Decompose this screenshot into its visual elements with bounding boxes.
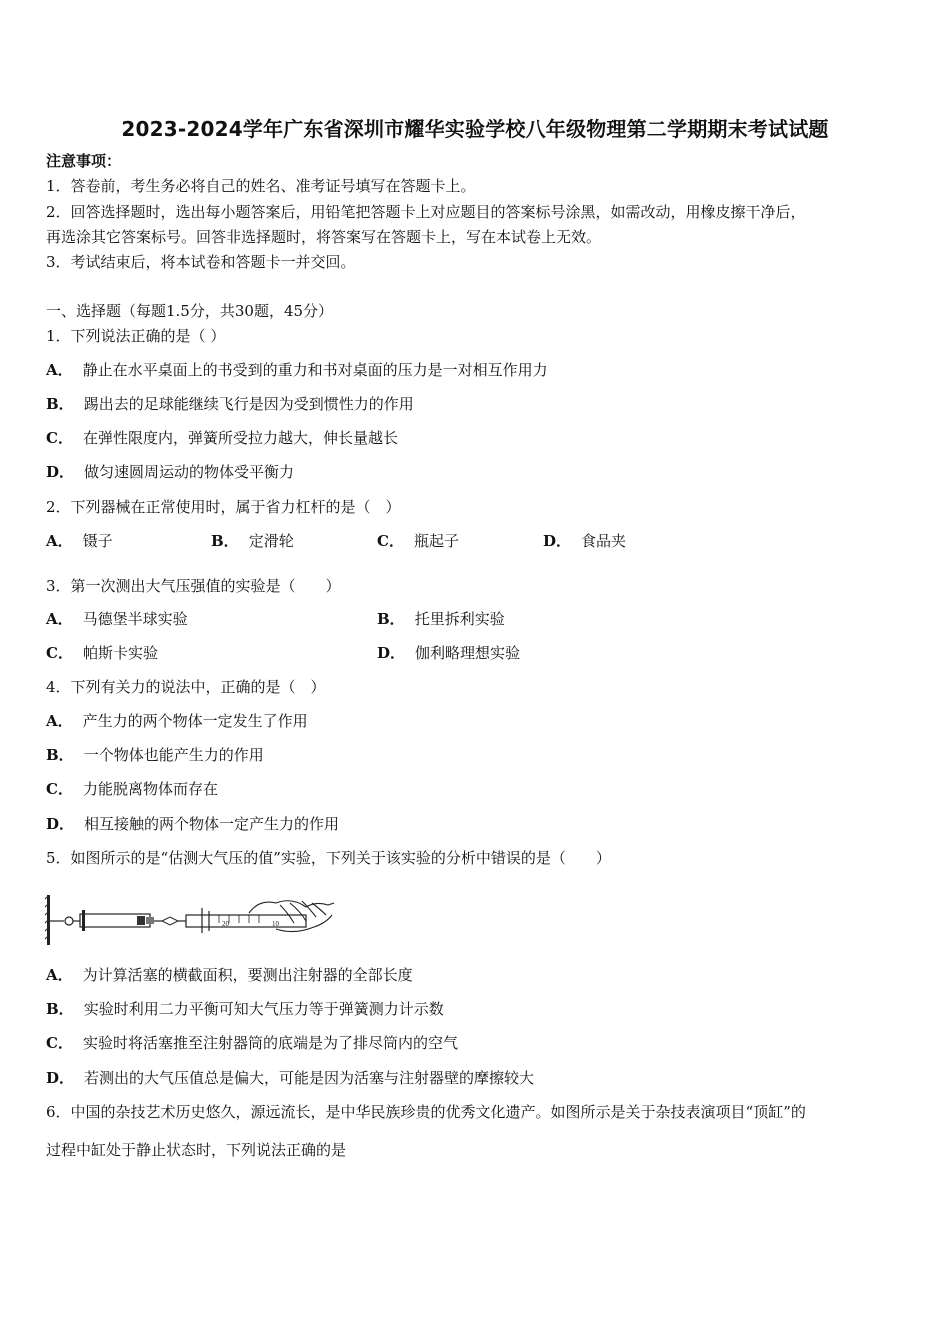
- option-item: [46, 711, 308, 731]
- option-text: 托里拆利实验: [414, 610, 505, 628]
- option-text: 实验时将活塞推至注射器筒的底端是为了排尽筒内的空气: [82, 1034, 458, 1052]
- page-title: 2023-2024学年广东省深圳市耀华实验学校八年级物理第二学期期末考试试题: [121, 117, 829, 141]
- question-stem: 3．第一次测出大气压强值的实验是（ ）: [46, 577, 341, 595]
- option-item: [46, 428, 398, 448]
- option-text: 做匀速圆周运动的物体受平衡力: [84, 463, 295, 481]
- note-item: 3．考试结束后，将本试卷和答题卡一并交回。: [46, 253, 356, 271]
- option-letter: D．: [46, 815, 75, 833]
- option-item: [46, 609, 188, 629]
- option-text: 产生力的两个物体一定发生了作用: [82, 712, 308, 730]
- option-item: [377, 643, 520, 663]
- option-letter: B．: [46, 746, 74, 764]
- question-stem-continued: 过程中缸处于静止状态时，下列说法正确的是: [46, 1141, 347, 1159]
- section-heading: 一、选择题（每题1.5分，共30题，45分）: [46, 302, 334, 320]
- option-text: 为计算活塞的横截面积，要测出注射器的全部长度: [82, 966, 413, 984]
- option-letter: B．: [46, 395, 74, 413]
- scale-label-10: 10: [272, 920, 279, 928]
- option-item: [46, 643, 158, 663]
- note-item: 1．答卷前，考生务必将自己的姓名、准考证号填写在答题卡上。: [46, 177, 476, 195]
- option-letter: C．: [46, 1034, 73, 1052]
- option-item: [46, 1068, 534, 1088]
- option-letter: A．: [46, 361, 73, 379]
- option-letter: B．: [377, 610, 405, 628]
- question-stem: 4．下列有关力的说法中，正确的是（ ）: [46, 678, 326, 696]
- option-text: 若测出的大气压值总是偏大，可能是因为活塞与注射器壁的摩擦较大: [84, 1069, 535, 1087]
- option-letter: A．: [46, 532, 73, 550]
- option-item: [46, 462, 294, 482]
- option-item: [46, 779, 218, 799]
- option-text: 伽利略理想实验: [415, 644, 521, 662]
- question-stem: 1．下列说法正确的是（ ）: [46, 327, 226, 345]
- option-letter: C．: [377, 532, 404, 550]
- option-letter: A．: [46, 966, 73, 984]
- option-item: [377, 609, 505, 629]
- option-letter: D．: [377, 644, 406, 662]
- option-text: 帕斯卡实验: [82, 644, 158, 662]
- note-item: 再选涂其它答案标号。回答非选择题时，将答案写在答题卡上，写在本试卷上无效。: [46, 228, 602, 246]
- option-item: [46, 531, 113, 551]
- option-text: 相互接触的两个物体一定产生力的作用: [84, 815, 340, 833]
- option-letter: C．: [46, 429, 73, 447]
- option-text: 踢出去的足球能继续飞行是因为受到惯性力的作用: [83, 395, 414, 413]
- option-letter: D．: [46, 463, 75, 481]
- option-text: 食品夹: [581, 532, 627, 550]
- option-letter: B．: [46, 1000, 74, 1018]
- option-item: [46, 745, 264, 765]
- note-item: 2．回答选择题时，选出每小题答案后，用铅笔把答题卡上对应题目的答案标号涂黑，如需改动，用橡皮擦干净后，: [46, 203, 806, 221]
- option-text: 实验时利用二力平衡可知大气压力等于弹簧测力计示数: [83, 1000, 444, 1018]
- question-stem: 6．中国的杂技艺术历史悠久，源远流长，是中华民族珍贵的优秀文化遗产。如图所示是关于杂技表演项目“顶缸”的: [46, 1103, 806, 1121]
- option-text: 镊子: [82, 532, 113, 550]
- option-letter: C．: [46, 644, 73, 662]
- option-text: 力能脱离物体而存在: [82, 780, 218, 798]
- syringe-experiment-figure: [44, 893, 344, 947]
- option-text: 静止在水平桌面上的书受到的重力和书对桌面的压力是一对相互作用力: [82, 361, 548, 379]
- notes-heading: 注意事项：: [46, 152, 122, 170]
- option-text: 在弹性限度内，弹簧所受拉力越大，伸长量越长: [82, 429, 398, 447]
- option-item: [46, 999, 444, 1019]
- option-item: [377, 531, 459, 551]
- option-item: [46, 814, 339, 834]
- option-item: [543, 531, 626, 551]
- option-letter: C．: [46, 780, 73, 798]
- option-item: [46, 394, 414, 414]
- option-letter: A．: [46, 610, 73, 628]
- option-text: 一个物体也能产生力的作用: [83, 746, 264, 764]
- option-text: 瓶起子: [413, 532, 459, 550]
- option-letter: B．: [211, 532, 239, 550]
- option-letter: D．: [543, 532, 572, 550]
- option-letter: A．: [46, 712, 73, 730]
- option-text: 定滑轮: [248, 532, 294, 550]
- option-text: 马德堡半球实验: [82, 610, 188, 628]
- question-stem: 2．下列器械在正常使用时，属于省力杠杆的是（ ）: [46, 498, 401, 516]
- option-item: [46, 360, 548, 380]
- option-item: [46, 965, 413, 985]
- option-item: [211, 531, 294, 551]
- scale-label-20: 20: [222, 920, 229, 928]
- option-item: [46, 1033, 458, 1053]
- question-stem: 5．如图所示的是“估测大气压的值”实验，下列关于该实验的分析中错误的是（ ）: [46, 849, 611, 867]
- option-letter: D．: [46, 1069, 75, 1087]
